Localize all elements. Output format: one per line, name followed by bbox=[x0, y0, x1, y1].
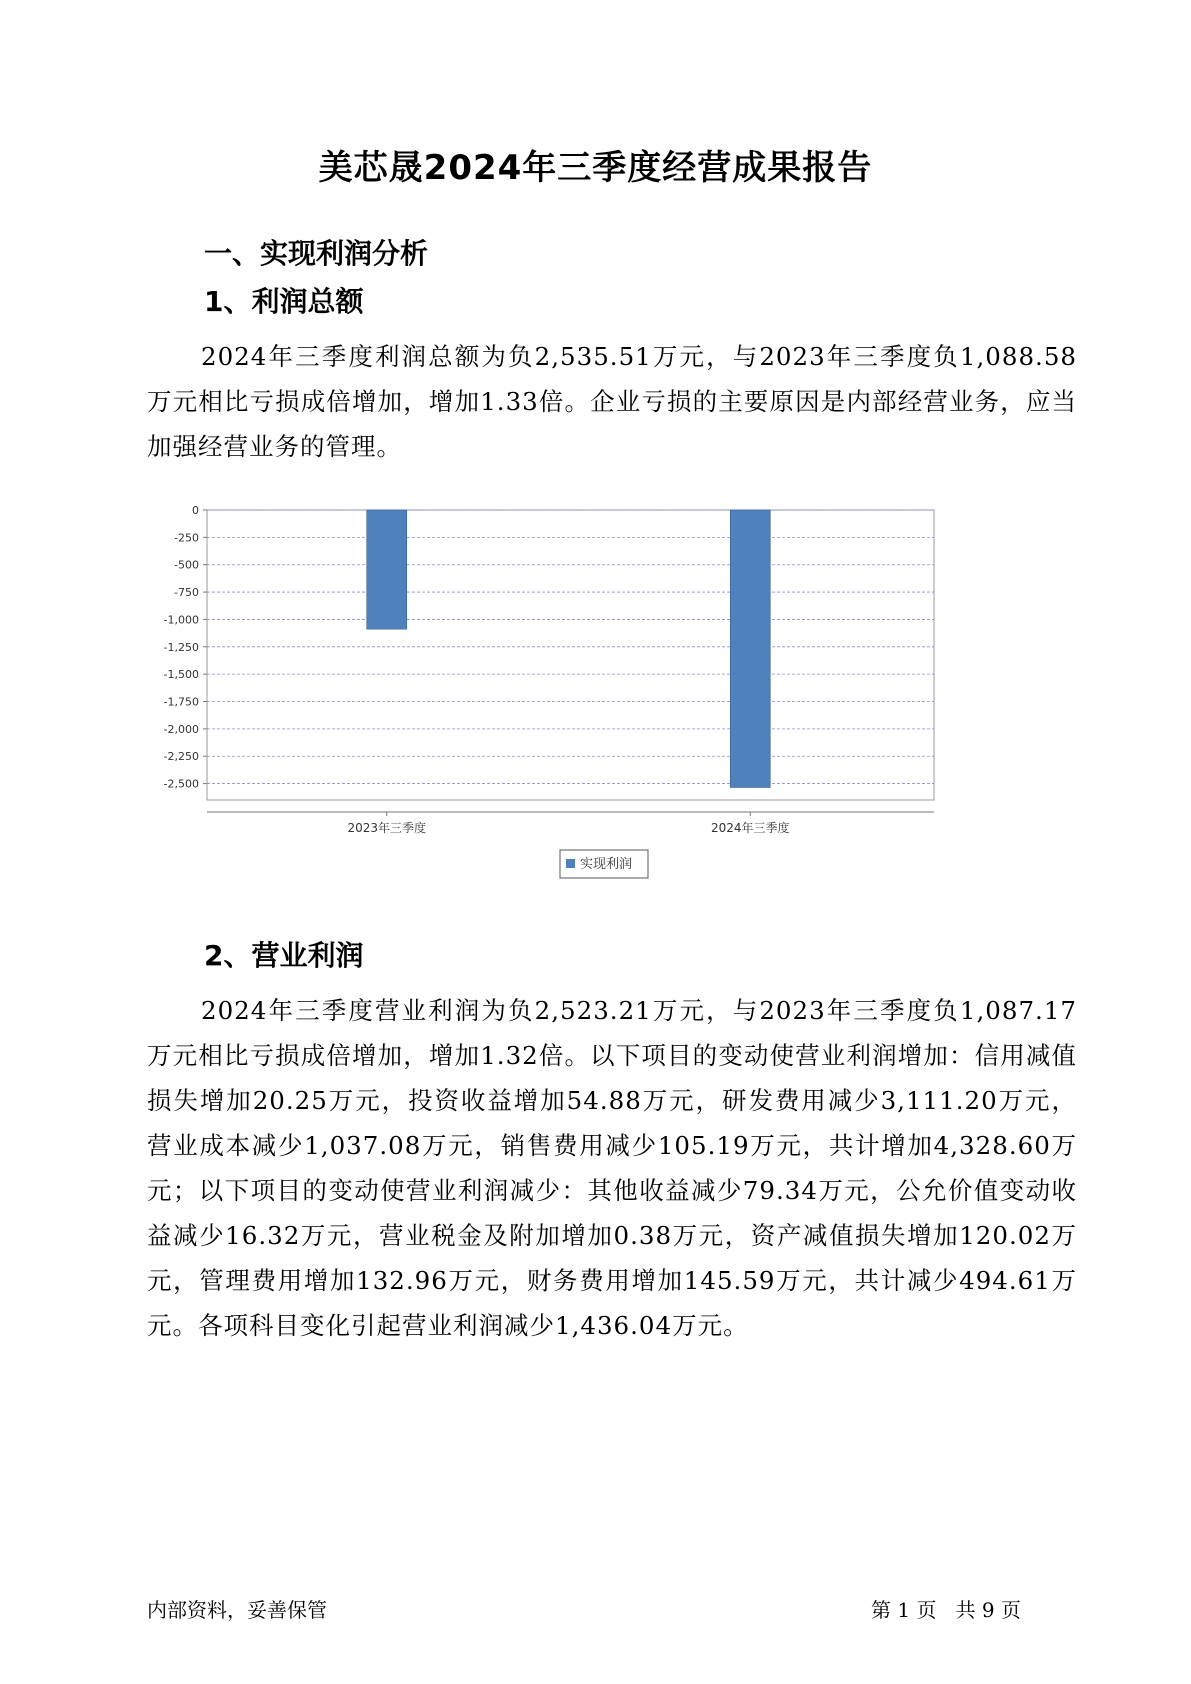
paragraph-operating-profit: 2024年三季度营业利润为负2,523.21万元，与2023年三季度负1,087.17万元相比亏损成倍增加，增加1.32倍。以下项目的变动使营业利润增加：信用减值损失增加20.25万元，投资收益增加54.88万元，研发费用减少3,111.20万元，营业成本减少1,037.08万元，销售费用减少105.19万元，共计增加4,328.60万元；以下项目的变动使营业利润减少：其他收益减少79.34万元，公允价值变动收益减少16.32万元，营业税金及附加增加0.38万元，资产减值损失增加120.02万元，管理费用增加132.96万元，财务费用增加145.59万元，共计减少494.61万元。各项科目变化引起营业利润减少1,436.04万元。 bbox=[147, 996, 1077, 1340]
document-title: 美芯晟2024年三季度经营成果报告 bbox=[318, 148, 873, 188]
section-heading-profit-analysis: 一、实现利润分析 bbox=[204, 237, 429, 270]
bar-1 bbox=[367, 510, 407, 629]
paragraph-total-profit: 2024年三季度利润总额为负2,535.51万元，与2023年三季度负1,088.58万元相比亏损成倍增加，增加1.33倍。企业亏损的主要原因是内部经营业务，应当加强经营业务的管理。 bbox=[147, 342, 1077, 461]
legend-label: 实现利润 bbox=[580, 857, 633, 872]
y-tick-label: -1,500 bbox=[163, 668, 199, 682]
y-tick-label: -500 bbox=[174, 558, 199, 572]
subsection-heading-total-profit: 1、利润总额 bbox=[204, 285, 364, 318]
y-tick-label: -1,750 bbox=[163, 695, 199, 709]
y-tick-label: -2,500 bbox=[163, 777, 199, 791]
footer-confidential-note: 内部资料，妥善保管 bbox=[147, 1598, 327, 1622]
y-tick-label: -750 bbox=[174, 586, 199, 600]
footer-page-number: 第 1 页 共 9 页 bbox=[871, 1598, 1021, 1622]
profit-change-chart bbox=[150, 500, 1030, 960]
y-tick-label: -1,000 bbox=[163, 613, 199, 627]
y-tick-label: -1,250 bbox=[163, 640, 199, 654]
bar-2 bbox=[730, 510, 770, 787]
chart-legend bbox=[560, 850, 648, 878]
y-tick-label: -250 bbox=[174, 531, 199, 545]
y-tick-label: -2,000 bbox=[163, 722, 199, 736]
y-tick-label: 0 bbox=[192, 504, 199, 517]
subsection-heading-operating-profit: 2、营业利润 bbox=[204, 939, 364, 972]
legend-swatch bbox=[566, 859, 575, 868]
y-tick-label: -2,250 bbox=[163, 750, 199, 764]
x-tick-label: 2023年三季度 bbox=[347, 821, 427, 835]
x-tick-label: 2024年三季度 bbox=[710, 821, 790, 835]
